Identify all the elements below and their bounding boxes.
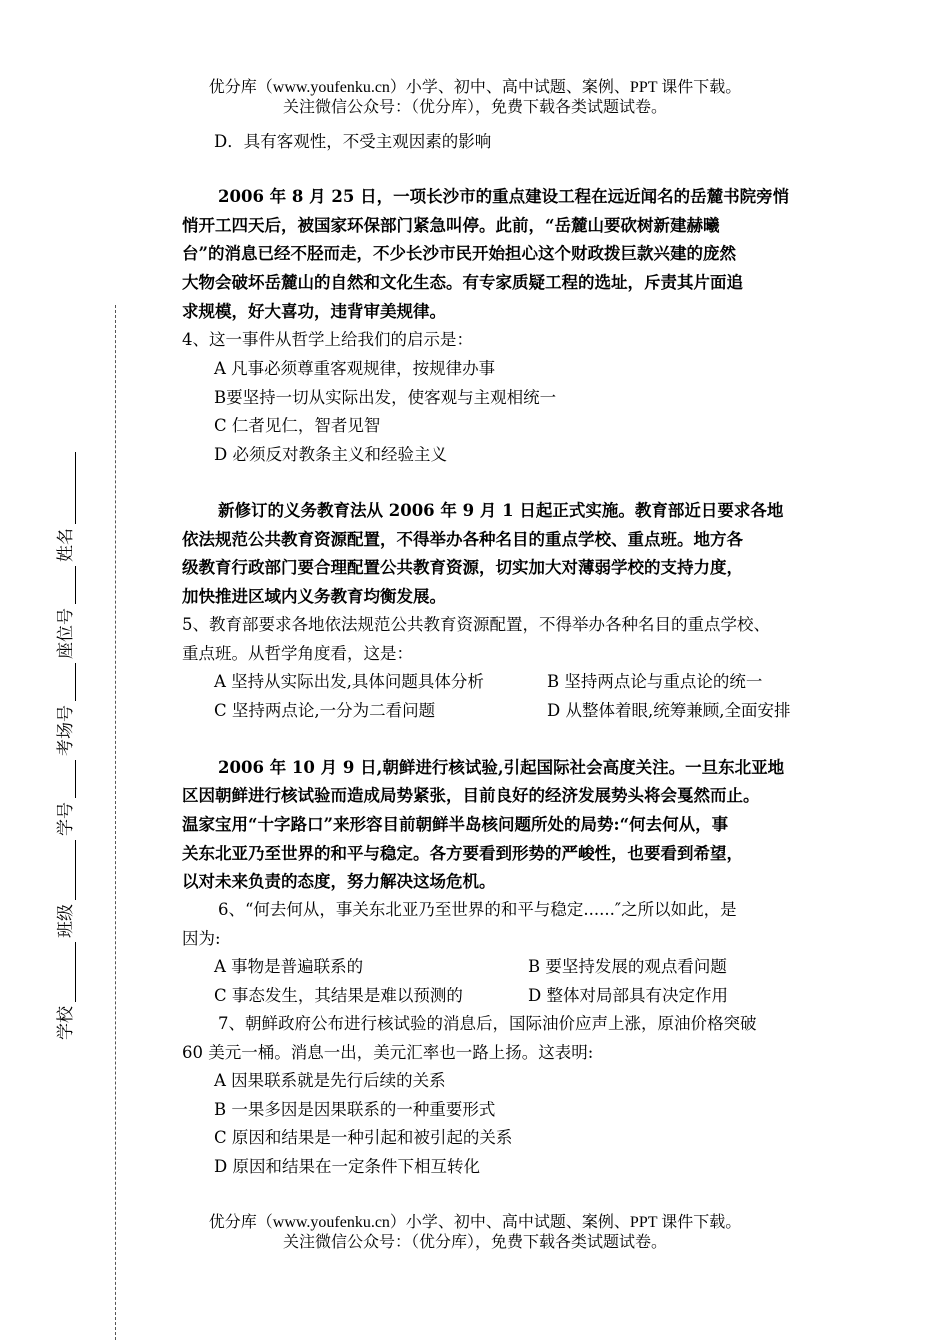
question-stem: 因为: xyxy=(182,929,221,948)
student-info-sidebar xyxy=(52,420,76,1040)
passage-line: 2006 年 10 月 9 日,朝鲜进行核试验,引起国际社会高度关注。一旦东北亚地 xyxy=(218,758,785,777)
passage-line: 悄开工四天后，被国家环保部门紧急叫停。此前，“岳麓山要砍树新建赫曦 xyxy=(182,216,720,235)
school-blank[interactable] xyxy=(55,942,76,1002)
passage-line: 新修订的义务教育法从 2006 年 9 月 1 日起正式实施。教育部近日要求各地 xyxy=(218,501,784,520)
option-a: A 因果联系就是先行后续的关系 xyxy=(214,1071,446,1090)
exam-room-blank[interactable] xyxy=(55,663,76,701)
question-stem: 4、这一事件从哲学上给我们的启示是： xyxy=(182,330,473,349)
option-c: C 仁者见仁，智者见智 xyxy=(214,416,381,435)
option-c: C 坚持两点论,一分为二看问题 xyxy=(214,701,436,720)
option-d: D 原因和结果在一定条件下相互转化 xyxy=(214,1157,480,1176)
passage-line: 求规模，好大喜功，违背审美规律。 xyxy=(182,302,446,321)
option-d: D 从整体着眼,统筹兼顾,全面安排 xyxy=(547,701,791,720)
student-no-blank[interactable] xyxy=(55,760,76,798)
option-d: D 必须反对教条主义和经验主义 xyxy=(214,445,447,464)
passage-line: 级教育行政部门要合理配置公共教育资源，切实加大对薄弱学校的支持力度， xyxy=(182,558,743,577)
name-blank[interactable] xyxy=(55,452,76,524)
class-label: 班级 xyxy=(56,904,76,938)
question-stem: 6、“何去何从，事关东北亚乃至世界的和平与稳定......″之所以如此，是 xyxy=(218,900,737,919)
page-header-line-2: 关注微信公众号：（优分库），免费下载各类试题试卷。 xyxy=(282,99,667,116)
option-b: B 一果多因是因果联系的一种重要形式 xyxy=(214,1100,496,1119)
exam-room-label: 考场号 xyxy=(56,705,76,756)
seat-no-label: 座位号 xyxy=(56,608,76,659)
page-footer-line-2: 关注微信公众号：（优分库），免费下载各类试题试卷。 xyxy=(282,1234,667,1251)
binding-dotted-line xyxy=(115,305,116,1340)
passage-line: 温家宝用“十字路口”来形容目前朝鲜半岛核问题所处的局势:“何去何从，事 xyxy=(182,815,729,834)
name-label: 姓名 xyxy=(56,528,76,562)
page-footer-line-1: 优分库（www.youfenku.cn）小学、初中、高中试题、案例、PPT 课件下载。 xyxy=(208,1214,742,1231)
option-a: A 坚持从实际出发,具体问题具体分析 xyxy=(214,672,484,691)
option-c: C 事态发生，其结果是难以预测的 xyxy=(214,986,463,1005)
question-stem: 7、朝鲜政府公布进行核试验的消息后，国际油价应声上涨，原油价格突破 xyxy=(218,1014,757,1033)
passage-line: 以对未来负责的态度，努力解决这场危机。 xyxy=(182,872,496,891)
passage-line: 大物会破坏岳麓山的自然和文化生态。有专家质疑工程的选址，斥责其片面追 xyxy=(182,273,743,292)
option-b: B 坚持两点论与重点论的统一 xyxy=(547,672,763,691)
option-b: B要坚持一切从实际出发，使客观与主观相统一 xyxy=(214,388,557,407)
option-c: C 原因和结果是一种引起和被引起的关系 xyxy=(214,1128,513,1147)
q3-option-d: D．具有客观性，不受主观因素的影响 xyxy=(214,132,492,151)
option-a: A 事物是普遍联系的 xyxy=(214,957,364,976)
seat-no-blank[interactable] xyxy=(55,566,76,604)
class-blank[interactable] xyxy=(55,840,76,900)
question-stem: 60 美元一桶。消息一出，美元汇率也一路上扬。这表明: xyxy=(182,1043,594,1062)
passage-line: 区因朝鲜进行核试验而造成局势紧张，目前良好的经济发展势头将会戛然而止。 xyxy=(182,786,760,805)
option-b: B 要坚持发展的观点看问题 xyxy=(528,957,727,976)
passage-line: 加快推进区域内义务教育均衡发展。 xyxy=(182,587,446,606)
student-no-label: 学号 xyxy=(56,802,76,836)
option-d: D 整体对局部具有决定作用 xyxy=(528,986,728,1005)
question-stem: 重点班。从哲学角度看，这是： xyxy=(182,644,413,663)
question-stem: 5、教育部要求各地依法规范公共教育资源配置，不得举办各种名目的重点学校、 xyxy=(182,615,770,634)
passage-line: 依法规范公共教育资源配置，不得举办各种名目的重点学校、重点班。地方各 xyxy=(182,530,743,549)
passage-line: 2006 年 8 月 25 日，一项长沙市的重点建设工程在远近闻名的岳麓书院旁悄 xyxy=(218,187,790,206)
school-label: 学校 xyxy=(56,1006,76,1040)
page-header-line-1: 优分库（www.youfenku.cn）小学、初中、高中试题、案例、PPT 课件下载。 xyxy=(208,79,742,96)
passage-line: 关东北亚乃至世界的和平与稳定。各方要看到形势的严峻性，也要看到希望， xyxy=(182,844,743,863)
passage-line: 台”的消息已经不胫而走，不少长沙市民开始担心这个财政拨巨款兴建的庞然 xyxy=(182,244,736,263)
option-a: A 凡事必须尊重客观规律，按规律办事 xyxy=(214,359,496,378)
